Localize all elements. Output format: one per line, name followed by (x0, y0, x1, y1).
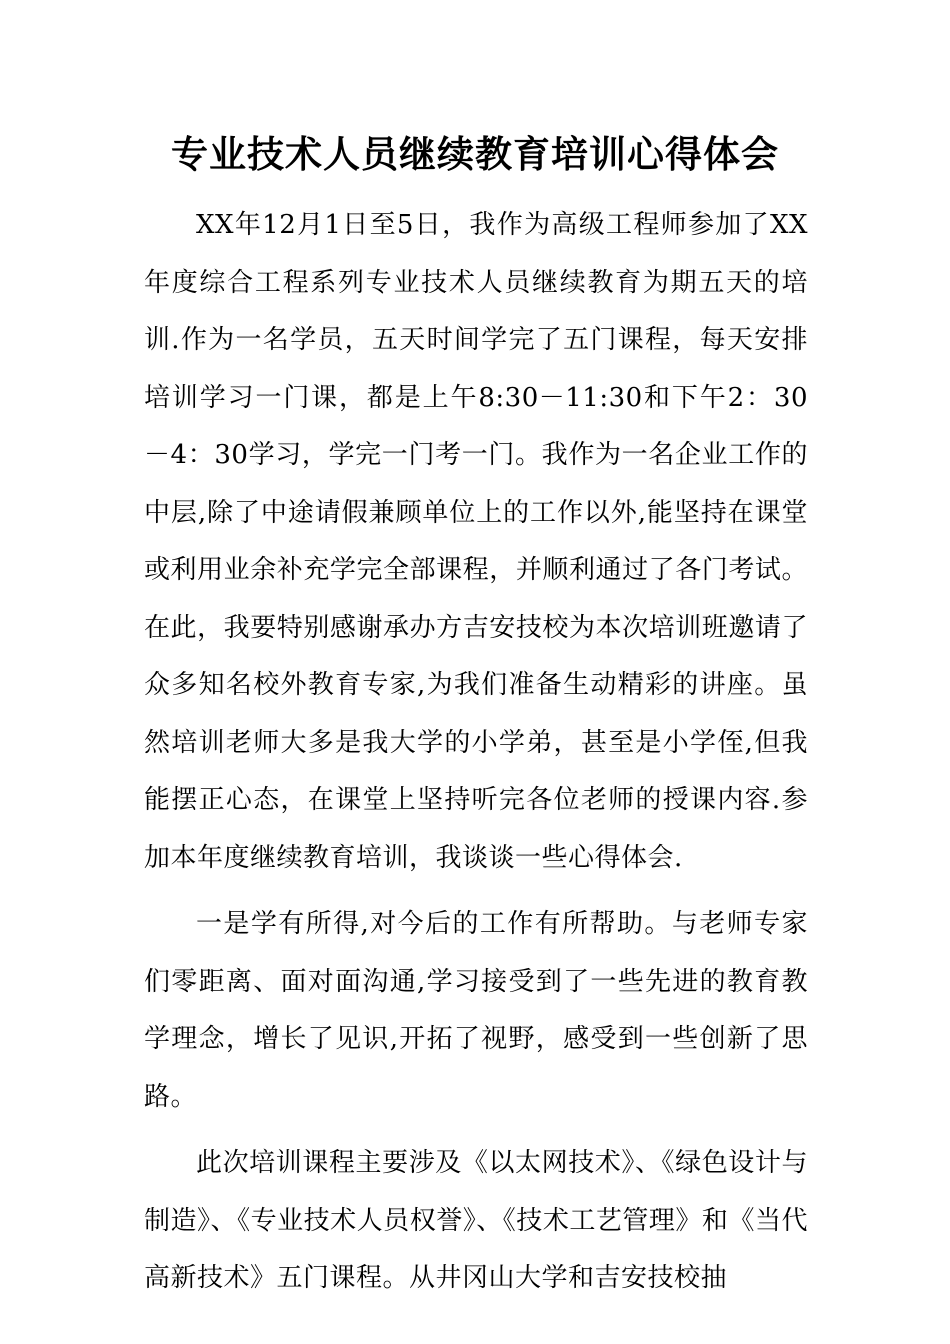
document-body (144, 197, 808, 1317)
paragraph-courses: 此次培训课程主要涉及《以太网技术》、《绿色设计与制造》、《专业技术人员权誉》、《技术工艺管理》和《当代高新技术》五门课程。从井冈山大学和吉安技校抽 (144, 1148, 808, 1293)
document-title: 专业技术人员继续教育培训心得体会 (171, 132, 779, 176)
paragraph-intro: XX年12月1日至5日，我作为高级工程师参加了XX年度综合工程系列专业技术人员继续教育为期五天的培训.作为一名学员，五天时间学完了五门课程，每天安排培训学习一门课，都是上午8:30－11:30和下午2：30－4：30学习，学完一门考一门。我作为一名企业工作的中层,除了中途请假兼顾单位上的工作以外,能坚持在课堂或利用业余补充学完全部课程，并顺利通过了各门考试。在此，我要特别感谢承办方吉安技校为本次培训班邀请了众多知名校外教育专家,为我们准备生动精彩的讲座。虽然培训老师大多是我大学的小学弟，甚至是小学侄,但我能摆正心态，在课堂上坚持听完各位老师的授课内容.参加本年度继续教育培训，我谈谈一些心得体会. (144, 210, 808, 873)
paragraph-point-one: 一是学有所得,对今后的工作有所帮助。与老师专家们零距离、面对面沟通,学习接受到了一些先进的教育教学理念，增长了见识,开拓了视野，感受到一些创新了思路。 (144, 909, 808, 1112)
